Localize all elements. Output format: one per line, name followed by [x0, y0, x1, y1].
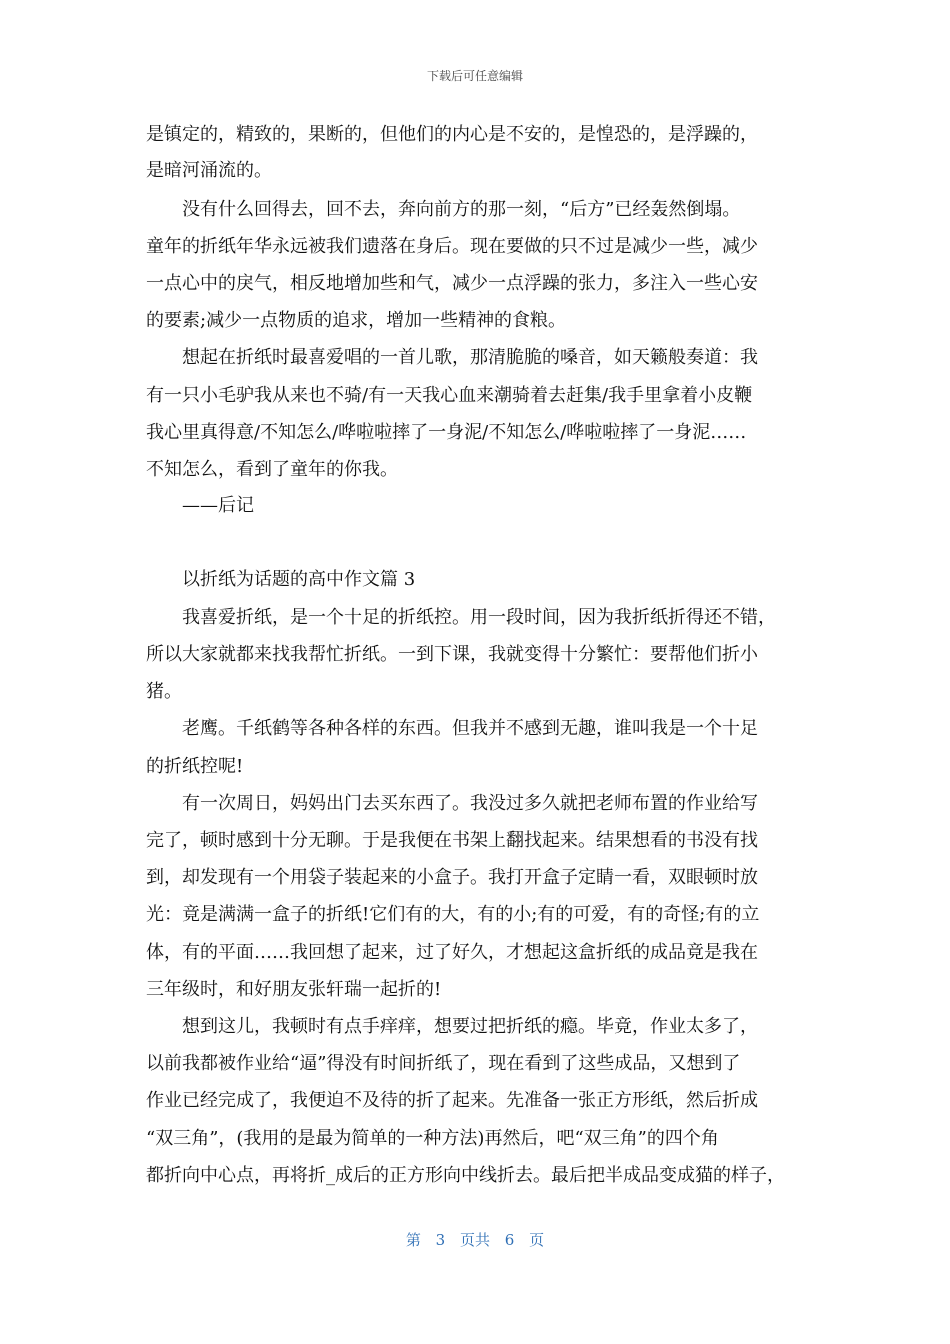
text-line: 有一次周日，妈妈出门去买东西了。我没过多久就把老师布置的作业给写: [182, 793, 758, 814]
text-line: 是镇定的，精致的，果断的，但他们的内心是不安的，是惶恐的，是浮躁的，: [146, 124, 758, 145]
text-line: 我喜爱折纸，是一个十足的折纸控。用一段时间，因为我折纸折得还不错，: [182, 607, 776, 628]
text-line: 我心里真得意/不知怎么/哗啦啦摔了一身泥/不知怎么/哗啦啦摔了一身泥……: [146, 422, 747, 443]
text-line: 以前我都被作业给“逼”得没有时间折纸了，现在看到了这些成品，又想到了: [146, 1053, 741, 1074]
text-line: “双三角”，(我用的是最为简单的一种方法)再然后，吧“双三角”的四个角: [146, 1128, 719, 1149]
section-title: 以折纸为话题的高中作文篇 3: [182, 569, 416, 590]
text-line: 一点心中的戾气，相反地增加些和气，减少一点浮躁的张力，多注入一些心安: [146, 273, 758, 294]
signature-line: ——后记: [182, 495, 254, 516]
text-line: 是暗河涌流的。: [146, 160, 272, 181]
text-line: 都折向中心点，再将折_成后的正方形向中线折去。最后把半成品变成猫的样子，: [146, 1165, 785, 1186]
page-number-footer: 第 3 页共 6 页: [405, 1231, 545, 1249]
text-line: 想起在折纸时最喜爱唱的一首儿歌，那清脆脆的嗓音，如天籁般奏道：我: [182, 347, 758, 368]
text-line: 三年级时，和好朋友张轩瑞一起折的!: [146, 979, 442, 1000]
text-line: 作业已经完成了，我便迫不及待的折了起来。先准备一张正方形纸，然后折成: [146, 1090, 758, 1111]
text-line: 所以大家就都来找我帮忙折纸。一到下课，我就变得十分繁忙：要帮他们折小: [146, 644, 758, 665]
text-line: 体，有的平面……我回想了起来，过了好久，才想起这盒折纸的成品竟是我在: [146, 942, 758, 963]
text-line: 的要素;减少一点物质的追求，增加一些精神的食粮。: [146, 310, 567, 331]
text-line: 想到这儿，我顿时有点手痒痒，想要过把折纸的瘾。毕竟，作业太多了，: [182, 1016, 758, 1037]
text-line: 老鹰。千纸鹤等各种各样的东西。但我并不感到无趣，谁叫我是一个十足: [182, 718, 758, 739]
text-line: 到，却发现有一个用袋子装起来的小盒子。我打开盒子定睛一看，双眼顿时放: [146, 867, 758, 888]
text-line: 童年的折纸年华永远被我们遗落在身后。现在要做的只不过是减少一些，减少: [146, 236, 758, 257]
text-line: 猪。: [146, 681, 182, 702]
text-line: 有一只小毛驴我从来也不骑/有一天我心血来潮骑着去赶集/我手里拿着小皮鞭: [146, 385, 753, 406]
page-header: 下载后可任意编辑: [426, 69, 523, 83]
text-line: 不知怎么，看到了童年的你我。: [146, 459, 398, 480]
text-line: 光：竟是满满一盒子的折纸!它们有的大，有的小;有的可爱，有的奇怪;有的立: [146, 904, 760, 925]
text-line: 的折纸控呢!: [146, 756, 244, 777]
text-line: 完了，顿时感到十分无聊。于是我便在书架上翻找起来。结果想看的书没有找: [146, 830, 758, 851]
text-line: 没有什么回得去，回不去，奔向前方的那一刻，“后方”已经轰然倒塌。: [182, 199, 741, 220]
